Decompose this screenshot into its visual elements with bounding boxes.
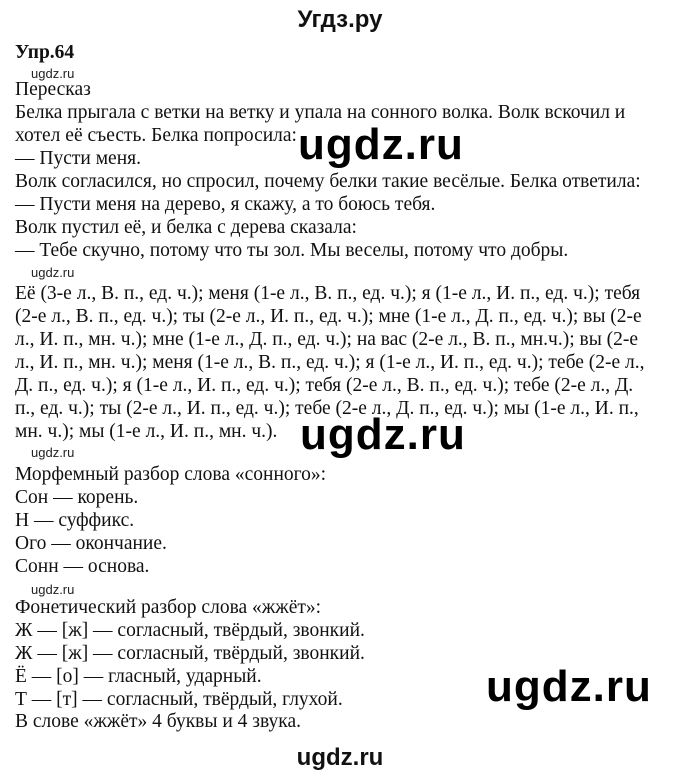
watermark-small: ugdz.ru [31, 445, 75, 460]
text-line: Её (3-е л., В. п., ед. ч.); меня (1-е л., В. п., ед. ч.); я (1-е л., И. п., ед. ч.); тебя [15, 283, 641, 304]
text-line: Белка прыгала с ветки на ветку и упала на сонного волка. Волк вскочил и [15, 102, 626, 123]
watermark-big: ugdz.ru [298, 120, 464, 169]
text-line: Ё — [о] — гласный, ударный. [15, 666, 262, 687]
text-line: л., И. п., мн. ч.); мне (1-е л., Д. п., ед. ч.); на вас (2-е л., В. п., мн.ч.); вы (2-е [15, 329, 639, 350]
text-line: — Пусти меня. [15, 148, 141, 169]
text-line: мн. ч.); мы (1-е л., И. п., мн. ч.). [15, 421, 278, 442]
text-line: — Тебе скучно, потому что ты зол. Мы веселы, потому что добры. [15, 240, 569, 261]
text-line: Н — суффикс. [15, 510, 135, 531]
watermark-small: ugdz.ru [31, 582, 75, 597]
text-line: Волк пустил её, и белка с дерева сказала: [15, 217, 357, 238]
watermark-big: ugdz.ru [300, 410, 466, 459]
text-line: л., И. п., мн. ч.); меня (1-е л., В. п., ед. ч.); я (1-е л., И. п., ед. ч.); тебе (2-е л., [15, 352, 645, 373]
watermark-small: ugdz.ru [31, 66, 75, 81]
text-line: В слове «жжёт» 4 буквы и 4 звука. [15, 711, 301, 732]
text-line: Ого — окончание. [15, 533, 167, 554]
text-line: Сон — корень. [15, 487, 139, 508]
text-line: Д. п., ед. ч.); я (1-е л., И. п., ед. ч.); тебя (2-е л., В. п., ед. ч.); тебе (2-е л., Д. [15, 375, 634, 396]
footer-watermark: ugdz.ru [296, 744, 384, 771]
section-heading: Фонетический разбор слова «жжёт»: [15, 597, 322, 618]
text-line: Т — [т] — согласный, твёрдый, глухой. [15, 689, 343, 710]
section-heading: Морфемный разбор слова «сонного»: [15, 464, 327, 485]
watermark-big: ugdz.ru [486, 662, 652, 711]
text-line: Ж — [ж] — согласный, твёрдый, звонкий. [15, 620, 365, 641]
watermark-small: ugdz.ru [31, 265, 75, 280]
section-heading: Пересказ [15, 79, 91, 100]
text-line: Сонн — основа. [15, 556, 150, 577]
exercise-title: Упр.64 [15, 42, 75, 63]
text-line: — Пусти меня на дерево, я скажу, а то боюсь тебя. [15, 194, 436, 215]
text-line: Ж — [ж] — согласный, твёрдый, звонкий. [15, 643, 365, 664]
site-title: Угдз.ру [297, 6, 383, 33]
text-line: хотел её съесть. Белка попросила: [15, 125, 297, 146]
text-line: п., ед. ч.); ты (2-е л., И. п., ед. ч.); тебе (2-е л., Д. п., ед. ч.); мы (1-е л., И. п., [15, 398, 639, 419]
text-line: Волк согласился, но спросил, почему белки такие весёлые. Белка ответила: [15, 171, 641, 192]
text-line: (2-е л., В. п., ед. ч.); ты (2-е л., И. п., ед. ч.); мне (1-е л., Д. п., ед. ч.); вы (2-е [15, 306, 642, 327]
